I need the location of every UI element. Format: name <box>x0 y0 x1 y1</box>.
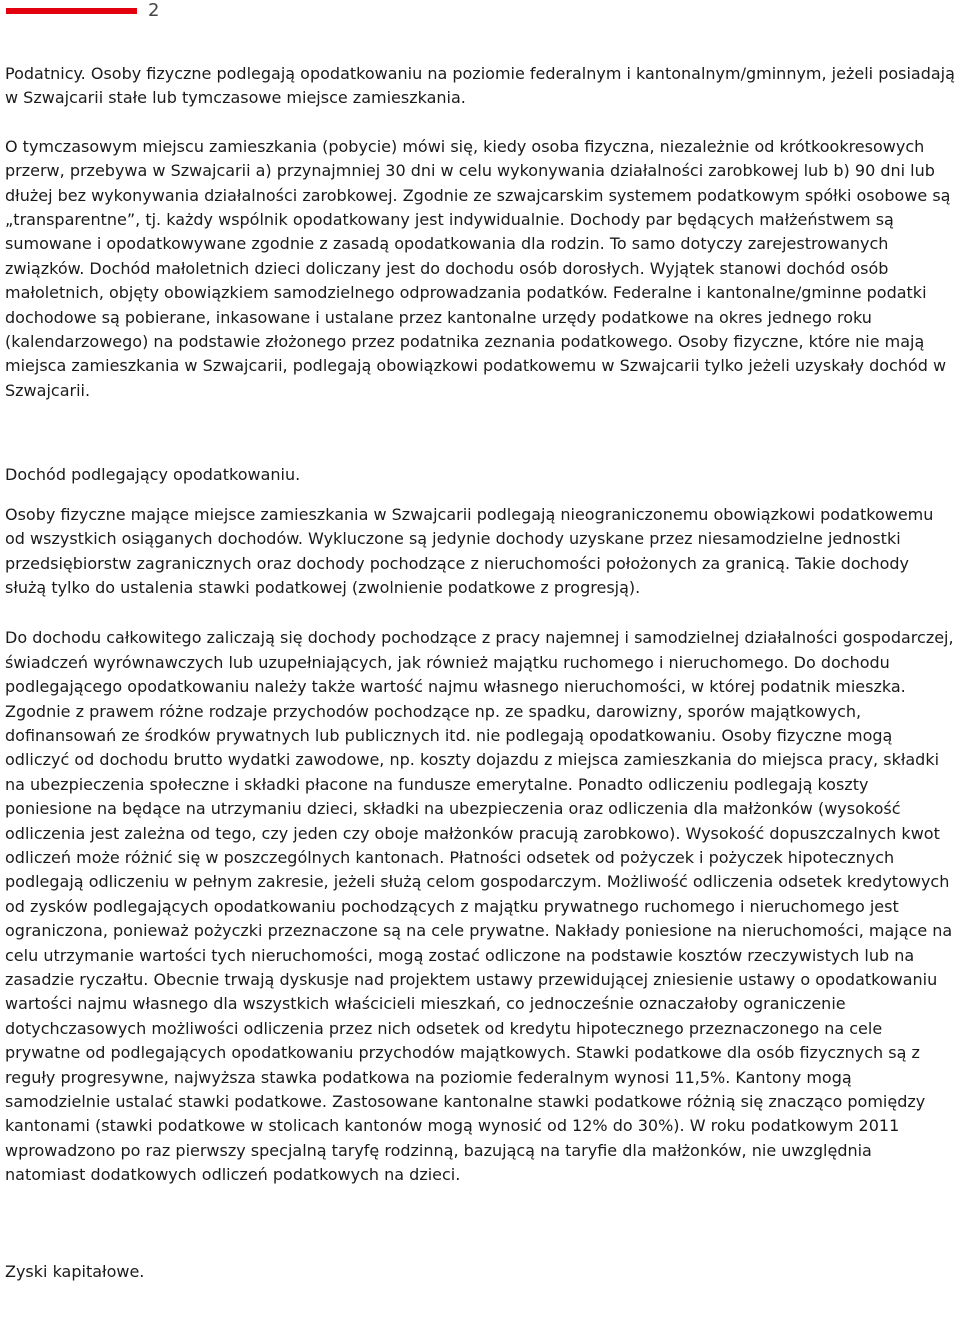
section-heading-taxable-income: Dochód podlegający opodatkowaniu. <box>5 465 301 485</box>
page-header <box>0 0 960 24</box>
paragraph-temporary-residence: O tymczasowym miejscu zamieszkania (pobycie) mówi się, kiedy osoba fizyczna, niezależnie od krótkookresowych przerw, przebywa w Szwajcarii a) przynajmniej 30 dni w celu wykonywania działalności zarobkowej lub b) 90 dni lub dłużej bez wykonywania działalności zarobkowej. Zgodnie ze szwajcarskim systemem podatkowym spółki osobowe są „transparentne”, tj. każdy wspólnik opodatkowany jest indywidualnie. Dochody par będących małżeństwem są sumowane i opodatkowywane zgodnie z zasadą opodatkowania dla rodzin. To samo dotyczy zarejestrowanych związków. Dochód małoletnich dzieci doliczany jest do dochodu osób dorosłych. Wyjątek stanowi dochód osób małoletnich, objęty obowiązkiem samodzielnego odprowadzania podatków. Federalne i kantonalne/gminne podatki dochodowe są pobierane, inkasowane i ustalane przez kantonalne urzędy podatkowe na okres jednego roku (kalendarzowego) na podstawie złożonego przez podatnika zeznania podatkowego. Osoby fizyczne, które nie mają miejsca zamieszkania w Szwajcarii, podlegają obowiązkowi podatkowemu w Szwajcarii tylko jeżeli uzyskały dochód w Szwajcarii. <box>5 136 951 400</box>
paragraph-unlimited-tax-liability: Osoby fizyczne mające miejsce zamieszkania w Szwajcarii podlegają nieograniczonemu obowiązkowi podatkowemu od wszystkich osiąganych dochodów. Wykluczone są jedynie dochody uzyskane przez niesamodzielne jednostki przedsiębiorstw zagranicznych oraz dochody pochodzące z nieruchomości położonych za granicą. Takie dochody służą tylko do ustalenia stawki podatkowej (zwolnienie podatkowe z progresją). <box>5 504 934 597</box>
page-number: 2 <box>148 0 160 21</box>
paragraph-taxpayers: Podatnicy. Osoby fizyczne podlegają opodatkowaniu na poziomie federalnym i kantonalnym/gminnym, jeżeli posiadają w Szwajcarii stałe lub tymczasowe miejsce zamieszkania. <box>5 64 955 108</box>
section-heading-capital-gains: Zyski kapitałowe. <box>5 1261 145 1281</box>
header-accent-bar <box>6 8 137 14</box>
paragraph-total-income: Do dochodu całkowitego zaliczają się dochody pochodzące z pracy najemnej i samodzielnej działalności gospodarczej, świadczeń wyrównawczych lub uzupełniających, jak również majątku ruchomego i nieruchomego. Do dochodu podlegającego opodatkowaniu należy także wartość najmu własnego nieruchomości, w której podatnik mieszka. Zgodnie z prawem różne rodzaje przychodów pochodzące np. ze spadku, darowizny, sporów majątkowych, dofinansowań ze środków prywatnych lub publicznych itd. nie podlegają opodatkowaniu. Osoby fizyczne mogą odliczyć od dochodu brutto wydatki zawodowe, np. koszty dojazdu z miejsca zamieszkania do miejsca pracy, składki na ubezpieczenia społeczne i składki płacone na fundusze emerytalne. Ponadto odliczeniu podlegają koszty poniesione na będące na utrzymaniu dzieci, składki na ubezpieczenia oraz odliczenia dla małżonków (wysokość odliczenia jest zależna od tego, czy jeden czy oboje małżonków pracują zarobkowo). Wysokość dopuszczalnych kwot odliczeń może różnić się w poszczególnych kantonach. Płatności odsetek od pożyczek i pożyczek hipotecznych podlegają odliczeniu w pełnym zakresie, jeżeli służą celom gospodarczym. Możliwość odliczenia odsetek kredytowych od zysków podlegających opodatkowaniu pochodzących z majątku prywatnego ruchomego i nieruchomego jest ograniczona, ponieważ pożyczki przeznaczone są na cele prywatne. Nakłady poniesione na nieruchomości, mające na celu utrzymanie wartości tych nieruchomości, mogą zostać odliczone na podstawie kosztów rzeczywistych lub na zasadzie ryczałtu. Obecnie trwają dyskusje nad projektem ustawy przewidującej zniesienie ustawy o opodatkowaniu wartości najmu własnego dla wszystkich właścicieli mieszkań, co jednocześnie oznaczałoby ograniczenie dotychczasowych możliwości odliczenia przez nich odsetek od kredytu hipotecznego przeznaczonego na cele prywatne od podlegających opodatkowaniu przychodów majątkowych. Stawki podatkowe dla osób fizycznych są z reguły progresywne, najwyższa stawka podatkowa na poziomie federalnym wynosi 11,5%. Kantony mogą samodzielnie ustalać stawki podatkowe. Zastosowane kantonalne stawki podatkowe różnią się znacząco pomiędzy kantonami (stawki podatkowe w stolicach kantonów mogą wynosić od 12% do 30%). W roku podatkowym 2011 wprowadzono po raz pierwszy specjalną taryfę rodzinną, bazującą na taryfie dla małżonków, nie uwzględnia natomiast dodatkowych odliczeń podatkowych na dzieci. <box>5 628 954 1185</box>
document-body <box>5 62 955 1284</box>
